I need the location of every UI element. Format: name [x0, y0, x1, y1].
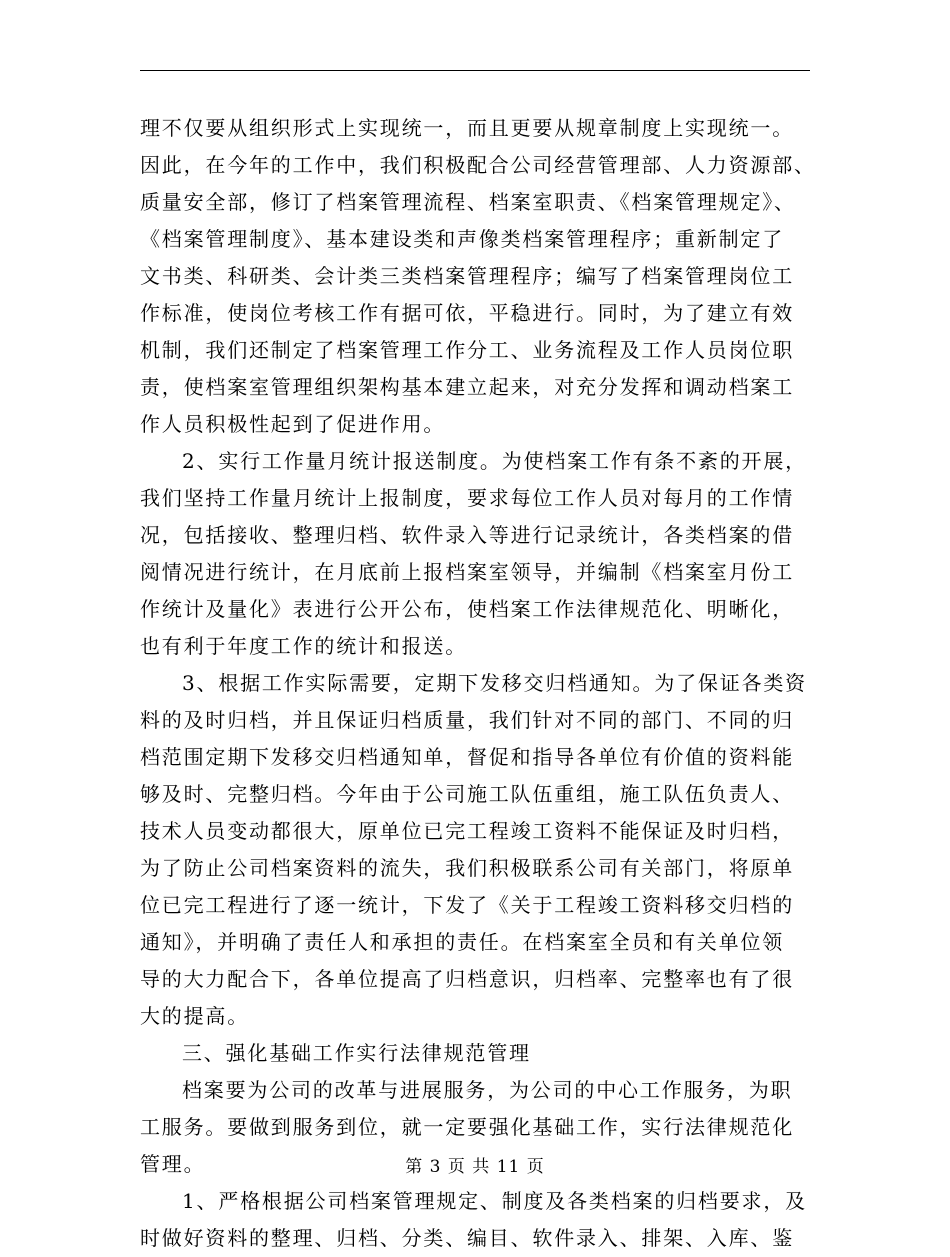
text-line: 责，使档案室管理组织架构基本建立起来，对充分发挥和调动档案工	[140, 375, 794, 399]
text-line: 通知》，并明确了责任人和承担的责任。在档案室全员和有关单位领	[140, 930, 784, 954]
text-line: 机制，我们还制定了档案管理工作分工、业务流程及工作人员岗位职	[140, 338, 794, 362]
text-line: 管理。	[140, 1152, 206, 1176]
text-line: 作标准，使岗位考核工作有据可依，平稳进行。同时，为了建立有效	[140, 301, 794, 325]
text-line: 阅情况进行统计，在月底前上报档案室领导，并编制《档案室月份工	[140, 560, 794, 584]
page-number-footer: 第 3 页 共 11 页	[405, 1157, 545, 1177]
text-line: 也有利于年度工作的统计和报送。	[140, 634, 467, 658]
text-line: 档范围定期下发移交归档通知单，督促和指导各单位有价值的资料能	[140, 745, 794, 769]
header-rule	[140, 70, 810, 71]
text-line: 质量安全部，修订了档案管理流程、档案室职责、《档案管理规定》、	[140, 190, 796, 214]
text-line: 文书类、科研类、会计类三类档案管理程序；编写了档案管理岗位工	[140, 264, 794, 288]
text-line: 2、实行工作量月统计报送制度。为使档案工作有条不紊的开展，	[182, 449, 807, 473]
text-line: 三、强化基础工作实行法律规范管理	[182, 1041, 531, 1065]
text-line: 我们坚持工作量月统计上报制度，要求每位工作人员对每月的工作情	[140, 486, 794, 510]
text-line: 料的及时归档，并且保证归档质量，我们针对不同的部门、不同的归	[140, 708, 794, 732]
text-line: 时做好资料的整理、归档、分类、编目、软件录入、排架、入库、鉴	[140, 1226, 794, 1250]
text-line: 够及时、完整归档。今年由于公司施工队伍重组，施工队伍负责人、	[140, 782, 794, 806]
text-line: 作统计及量化》表进行公开公布，使档案工作法律规范化、明晰化，	[140, 597, 794, 621]
text-line: 导的大力配合下，各单位提高了归档意识，归档率、完整率也有了很	[140, 967, 794, 991]
text-line: 因此，在今年的工作中，我们积极配合公司经营管理部、人力资源部、	[140, 153, 816, 177]
text-line: 为了防止公司档案资料的流失，我们积极联系公司有关部门，将原单	[140, 856, 794, 880]
text-line: 况，包括接收、整理归档、软件录入等进行记录统计，各类档案的借	[140, 523, 794, 547]
text-line: 《档案管理制度》、基本建设类和声像类档案管理程序；重新制定了	[140, 227, 784, 251]
text-line: 3、根据工作实际需要，定期下发移交归档通知。为了保证各类资	[182, 671, 807, 695]
text-line: 技术人员变动都很大，原单位已完工程竣工资料不能保证及时归档，	[140, 819, 794, 843]
text-line: 作人员积极性起到了促进作用。	[140, 412, 446, 436]
text-line: 档案要为公司的改革与进展服务，为公司的中心工作服务，为职	[182, 1078, 793, 1102]
text-line: 理不仅要从组织形式上实现统一，而且更要从规章制度上实现统一。	[140, 116, 794, 140]
text-line: 工服务。要做到服务到位，就一定要强化基础工作，实行法律规范化	[140, 1115, 794, 1139]
text-line: 位已完工程进行了逐一统计，下发了《关于工程竣工资料移交归档的	[140, 893, 794, 917]
document-body	[140, 110, 816, 1257]
text-line: 1、严格根据公司档案管理规定、制度及各类档案的归档要求，及	[182, 1189, 807, 1213]
text-line: 大的提高。	[140, 1004, 249, 1028]
